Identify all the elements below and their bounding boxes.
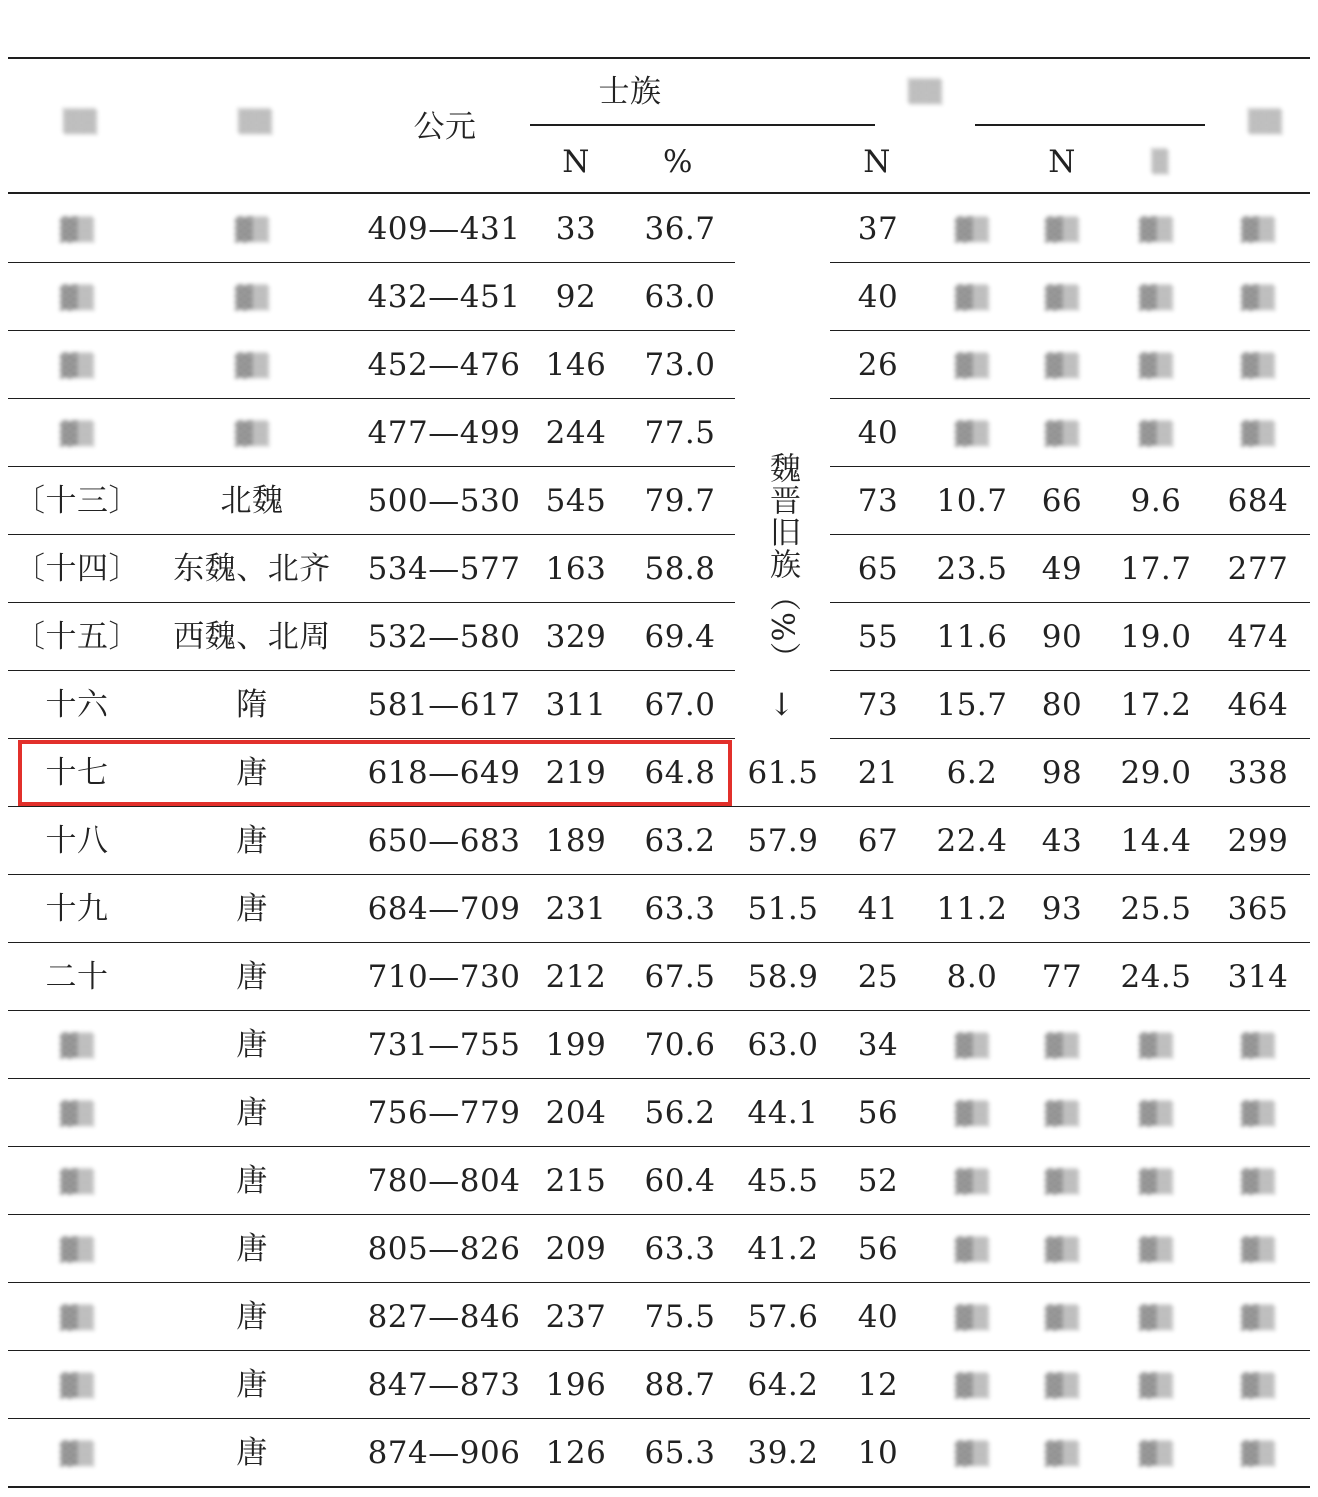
blurred-cell: ▓▒ (955, 218, 989, 243)
row-rule (8, 1418, 1310, 1419)
cell-n2: 21 (857, 755, 899, 791)
blurred-cell: ▓▒ (1139, 1034, 1173, 1059)
cell-c3: 17.2 (1120, 687, 1192, 723)
cell-n2: 41 (857, 891, 899, 927)
cell-n2: 56 (857, 1095, 899, 1131)
cell-old: 58.9 (747, 959, 819, 995)
cell-pct: 67.5 (644, 959, 716, 995)
header-shizu: 士族 (598, 74, 662, 110)
cell-years: 650—683 (367, 823, 521, 859)
cell-n: 244 (545, 415, 607, 451)
cell-n: 212 (545, 959, 607, 995)
blurred-cell: ▓▒ (1139, 1306, 1173, 1331)
blurred-cell: ▓▒ (1241, 354, 1275, 379)
cell-old: 45.5 (747, 1163, 819, 1199)
cell-c1: 6.2 (946, 755, 998, 791)
cell-dynasty: 西魏、北周 (173, 619, 331, 655)
cell-years: 827—846 (367, 1299, 521, 1335)
cell-years: 500—530 (367, 483, 521, 519)
header-n: N (562, 144, 590, 180)
blurred-cell: ▓▒ (1241, 1442, 1275, 1467)
blurred-cell: ▓▒ (955, 1102, 989, 1127)
blurred-cell: ▓▒ (1139, 422, 1173, 447)
cell-years: 874—906 (367, 1435, 521, 1471)
cell-pct: 75.5 (644, 1299, 716, 1335)
blurred-cell: ▓▒ (1241, 1374, 1275, 1399)
row-rule (830, 738, 1310, 739)
cell-pct: 67.0 (644, 687, 716, 723)
blurred-cell: ▓▒ (60, 218, 94, 243)
cell-period: 十九 (45, 891, 109, 927)
row-rule (8, 1010, 1310, 1011)
cell-pct: 69.4 (644, 619, 716, 655)
blurred-cell: ▓▒ (1241, 1238, 1275, 1263)
cell-n: 146 (545, 347, 607, 383)
cell-years: 756—779 (367, 1095, 521, 1131)
blurred-cell: ▓▒ (1139, 1442, 1173, 1467)
blurred-cell: ▓▒ (1241, 218, 1275, 243)
row-rule (8, 670, 735, 671)
blurred-cell: ▓▒ (1139, 286, 1173, 311)
cell-years: 618—649 (367, 755, 521, 791)
cell-n2: 67 (857, 823, 899, 859)
blurred-cell: ▓▒ (1045, 1238, 1079, 1263)
blurred-cell: ▓▒ (60, 1170, 94, 1195)
blurred-header-2: ▒▒ (238, 110, 272, 135)
row-rule (8, 398, 735, 399)
blurred-header-1: ▒▒ (63, 110, 97, 135)
blurred-cell: ▓▒ (1045, 218, 1079, 243)
row-rule (8, 1146, 1310, 1147)
cell-dynasty: 唐 (236, 891, 268, 927)
header-pct: % (663, 144, 693, 180)
blurred-cell: ▓▒ (1139, 1374, 1173, 1399)
header-n-3: N (1048, 144, 1076, 180)
cell-years: 477—499 (367, 415, 521, 451)
blurred-cell: ▓▒ (1045, 1306, 1079, 1331)
row-rule (8, 330, 735, 331)
cell-years: 710—730 (367, 959, 521, 995)
group2-underline (975, 124, 1205, 126)
cell-years: 452—476 (367, 347, 521, 383)
blurred-cell: ▓▒ (60, 422, 94, 447)
weijin-vertical-label: 魏晋旧族（%） (764, 452, 800, 675)
cell-n2: 40 (857, 279, 899, 315)
cell-n2: 65 (857, 551, 899, 587)
cell-n: 163 (545, 551, 607, 587)
row-rule (8, 466, 735, 467)
cell-n: 209 (545, 1231, 607, 1267)
cell-total: 684 (1227, 483, 1289, 519)
cell-pct: 56.2 (644, 1095, 716, 1131)
cell-total: 338 (1227, 755, 1289, 791)
cell-n2: 52 (857, 1163, 899, 1199)
blurred-cell: ▓▒ (1045, 286, 1079, 311)
cell-old: 57.6 (747, 1299, 819, 1335)
table-top-rule (8, 57, 1310, 59)
cell-n: 189 (545, 823, 607, 859)
cell-old: 39.2 (747, 1435, 819, 1471)
cell-period: 十六 (45, 687, 109, 723)
cell-n: 329 (545, 619, 607, 655)
cell-old: 63.0 (747, 1027, 819, 1063)
cell-n2: 55 (857, 619, 899, 655)
blurred-cell: ▓▒ (1045, 354, 1079, 379)
cell-dynasty: 唐 (236, 1163, 268, 1199)
cell-c2: 90 (1041, 619, 1083, 655)
cell-years: 780—804 (367, 1163, 521, 1199)
blurred-cell: ▓▒ (60, 286, 94, 311)
cell-period: 二十 (45, 959, 109, 995)
blurred-cell: ▓▒ (955, 422, 989, 447)
cell-n: 545 (545, 483, 607, 519)
cell-dynasty: 唐 (236, 1027, 268, 1063)
blurred-cell: ▓▒ (1139, 1102, 1173, 1127)
cell-c3: 19.0 (1120, 619, 1192, 655)
blurred-cell: ▓▒ (955, 1238, 989, 1263)
blurred-cell: ▓▒ (1241, 1170, 1275, 1195)
header-n-2: N (863, 144, 891, 180)
cell-years: 684—709 (367, 891, 521, 927)
cell-n: 231 (545, 891, 607, 927)
blurred-cell: ▓▒ (1045, 422, 1079, 447)
blurred-header-5: ▒▒ (1248, 110, 1282, 135)
cell-n: 33 (555, 211, 597, 247)
row-rule (830, 602, 1310, 603)
cell-old: 64.2 (747, 1367, 819, 1403)
cell-n: 219 (545, 755, 607, 791)
blurred-cell: ▓▒ (235, 354, 269, 379)
cell-years: 581—617 (367, 687, 521, 723)
cell-years: 847—873 (367, 1367, 521, 1403)
cell-pct: 36.7 (644, 211, 716, 247)
row-rule (830, 398, 1310, 399)
cell-old: 44.1 (747, 1095, 819, 1131)
cell-pct: 58.8 (644, 551, 716, 587)
cell-dynasty: 唐 (236, 1435, 268, 1471)
blurred-cell: ▓▒ (60, 1374, 94, 1399)
row-rule (8, 874, 1310, 875)
cell-n2: 73 (857, 687, 899, 723)
blurred-cell: ▓▒ (1139, 218, 1173, 243)
blurred-cell: ▓▒ (60, 1238, 94, 1263)
cell-n: 92 (555, 279, 597, 315)
cell-dynasty: 唐 (236, 1299, 268, 1335)
cell-c1: 15.7 (936, 687, 1008, 723)
blurred-cell: ▓▒ (1241, 1034, 1275, 1059)
cell-n: 199 (545, 1027, 607, 1063)
blurred-cell: ▓▒ (1045, 1034, 1079, 1059)
cell-c3: 17.7 (1120, 551, 1192, 587)
cell-c3: 14.4 (1120, 823, 1192, 859)
cell-old: 57.9 (747, 823, 819, 859)
cell-c1: 8.0 (946, 959, 998, 995)
cell-total: 365 (1227, 891, 1289, 927)
cell-years: 731—755 (367, 1027, 521, 1063)
cell-c1: 11.6 (936, 619, 1008, 655)
cell-total: 314 (1227, 959, 1289, 995)
cell-years: 532—580 (367, 619, 521, 655)
cell-period: 〔十四〕 (14, 551, 140, 587)
row-rule (8, 602, 735, 603)
cell-total: 474 (1227, 619, 1289, 655)
cell-n2: 73 (857, 483, 899, 519)
blurred-cell: ▓▒ (955, 1034, 989, 1059)
cell-years: 409—431 (367, 211, 521, 247)
cell-pct: 73.0 (644, 347, 716, 383)
highlight-box (18, 740, 732, 806)
cell-period: 十八 (45, 823, 109, 859)
cell-c1: 22.4 (936, 823, 1008, 859)
row-rule (8, 1282, 1310, 1283)
blurred-cell: ▓▒ (60, 354, 94, 379)
cell-years: 432—451 (367, 279, 521, 315)
blurred-cell: ▓▒ (1241, 286, 1275, 311)
blurred-cell: ▓▒ (1045, 1442, 1079, 1467)
blurred-cell: ▓▒ (1139, 1170, 1173, 1195)
row-rule (830, 534, 1310, 535)
blurred-cell: ▓▒ (1045, 1374, 1079, 1399)
cell-dynasty: 唐 (236, 823, 268, 859)
cell-pct: 79.7 (644, 483, 716, 519)
row-rule (8, 534, 735, 535)
blurred-cell: ▓▒ (955, 1374, 989, 1399)
weijin-arrow: ↓ (768, 687, 796, 723)
cell-n2: 10 (857, 1435, 899, 1471)
cell-period: 十七 (45, 755, 109, 791)
cell-total: 464 (1227, 687, 1289, 723)
blurred-cell: ▓▒ (235, 422, 269, 447)
cell-total: 299 (1227, 823, 1289, 859)
row-rule (8, 738, 735, 739)
cell-c1: 23.5 (936, 551, 1008, 587)
cell-period: 〔十三〕 (14, 483, 140, 519)
cell-pct: 63.2 (644, 823, 716, 859)
blurred-cell: ▓▒ (955, 1306, 989, 1331)
cell-dynasty: 唐 (236, 1231, 268, 1267)
header-era: 公元 (413, 109, 477, 145)
blurred-cell: ▓▒ (1139, 354, 1173, 379)
cell-pct: 65.3 (644, 1435, 716, 1471)
cell-n2: 37 (857, 211, 899, 247)
blurred-cell: ▓▒ (955, 1442, 989, 1467)
cell-c2: 77 (1041, 959, 1083, 995)
cell-dynasty: 唐 (236, 1367, 268, 1403)
cell-years: 805—826 (367, 1231, 521, 1267)
cell-years: 534—577 (367, 551, 521, 587)
blurred-header-4: ▒ (1151, 150, 1169, 175)
row-rule (830, 330, 1310, 331)
blurred-cell: ▓▒ (1045, 1170, 1079, 1195)
cell-c2: 93 (1041, 891, 1083, 927)
cell-dynasty: 唐 (236, 1095, 268, 1131)
cell-pct: 77.5 (644, 415, 716, 451)
cell-pct: 63.3 (644, 1231, 716, 1267)
row-rule (830, 670, 1310, 671)
blurred-cell: ▓▒ (60, 1306, 94, 1331)
blurred-cell: ▓▒ (955, 1170, 989, 1195)
row-rule (8, 1350, 1310, 1351)
cell-n: 204 (545, 1095, 607, 1131)
cell-old: 61.5 (747, 755, 819, 791)
cell-pct: 64.8 (644, 755, 716, 791)
blurred-cell: ▓▒ (235, 218, 269, 243)
cell-pct: 60.4 (644, 1163, 716, 1199)
cell-c3: 24.5 (1120, 959, 1192, 995)
cell-c3: 29.0 (1120, 755, 1192, 791)
cell-n2: 12 (857, 1367, 899, 1403)
blurred-cell: ▓▒ (60, 1034, 94, 1059)
cell-c1: 11.2 (936, 891, 1008, 927)
cell-n2: 40 (857, 415, 899, 451)
blurred-cell: ▓▒ (235, 286, 269, 311)
blurred-cell: ▓▒ (60, 1442, 94, 1467)
blurred-cell: ▓▒ (955, 286, 989, 311)
blurred-cell: ▓▒ (1045, 1102, 1079, 1127)
row-rule (8, 1078, 1310, 1079)
cell-n2: 40 (857, 1299, 899, 1335)
header-bottom-rule (8, 192, 1310, 194)
row-rule (8, 942, 1310, 943)
blurred-cell: ▓▒ (60, 1102, 94, 1127)
row-rule (8, 1214, 1310, 1215)
cell-pct: 63.3 (644, 891, 716, 927)
blurred-cell: ▓▒ (1139, 1238, 1173, 1263)
cell-old: 51.5 (747, 891, 819, 927)
row-rule (8, 806, 1310, 807)
cell-c2: 43 (1041, 823, 1083, 859)
blurred-cell: ▓▒ (1241, 1102, 1275, 1127)
cell-c2: 98 (1041, 755, 1083, 791)
row-rule (830, 262, 1310, 263)
cell-c2: 80 (1041, 687, 1083, 723)
cell-c1: 10.7 (936, 483, 1008, 519)
cell-dynasty: 东魏、北齐 (173, 551, 331, 587)
cell-c2: 66 (1041, 483, 1083, 519)
row-rule (830, 466, 1310, 467)
cell-c3: 25.5 (1120, 891, 1192, 927)
blurred-cell: ▓▒ (1241, 422, 1275, 447)
cell-n: 237 (545, 1299, 607, 1335)
cell-total: 277 (1227, 551, 1289, 587)
cell-dynasty: 隋 (236, 687, 268, 723)
cell-pct: 63.0 (644, 279, 716, 315)
cell-pct: 70.6 (644, 1027, 716, 1063)
row-rule (8, 262, 735, 263)
cell-dynasty: 北魏 (220, 483, 284, 519)
cell-n: 215 (545, 1163, 607, 1199)
cell-n: 196 (545, 1367, 607, 1403)
table-bottom-rule (8, 1486, 1310, 1488)
blurred-cell: ▓▒ (955, 354, 989, 379)
cell-n2: 34 (857, 1027, 899, 1063)
cell-n2: 56 (857, 1231, 899, 1267)
cell-dynasty: 唐 (236, 959, 268, 995)
cell-n2: 25 (857, 959, 899, 995)
cell-period: 〔十五〕 (14, 619, 140, 655)
cell-c3: 9.6 (1130, 483, 1182, 519)
cell-c2: 49 (1041, 551, 1083, 587)
blurred-cell: ▓▒ (1241, 1306, 1275, 1331)
cell-n: 311 (545, 687, 607, 723)
blurred-header-3: ▒▒ (908, 80, 942, 105)
cell-pct: 88.7 (644, 1367, 716, 1403)
cell-n: 126 (545, 1435, 607, 1471)
cell-old: 41.2 (747, 1231, 819, 1267)
cell-dynasty: 唐 (236, 755, 268, 791)
shizu-underline (530, 124, 875, 126)
cell-n2: 26 (857, 347, 899, 383)
